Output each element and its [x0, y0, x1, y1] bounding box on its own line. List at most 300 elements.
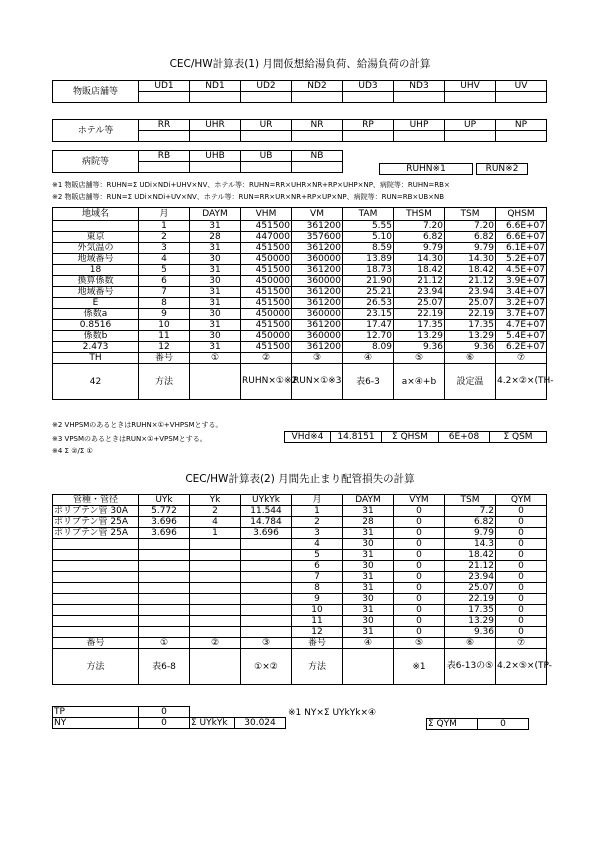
month-cell: 18.42 [445, 550, 496, 561]
num-cell: ④ [343, 353, 394, 364]
method-cell: 設定温 [445, 364, 496, 400]
data-cell: 14.30 [394, 254, 445, 265]
month-cell: 0 [496, 594, 547, 605]
data-cell: 11 [139, 331, 190, 342]
table-row [53, 331, 547, 342]
month-cell: 7.2 [445, 506, 496, 517]
month-cell: 7 [292, 572, 343, 583]
data-cell: 360000 [292, 276, 343, 287]
region-cell: 係数b [53, 331, 139, 342]
table-row [53, 287, 547, 298]
data-cell: 25.07 [445, 298, 496, 309]
data-cell: 6.2E+07 [496, 342, 547, 353]
month-cell: 0 [394, 572, 445, 583]
table-row [53, 276, 547, 287]
load-table [52, 207, 554, 400]
month-cell: 0 [394, 517, 445, 528]
data-cell: 361200 [292, 243, 343, 254]
table-row [53, 616, 547, 627]
data-cell: 450000 [241, 331, 292, 342]
table-row [53, 528, 547, 539]
month-cell: 0 [394, 506, 445, 517]
hospital-table [52, 150, 343, 173]
pipe-cell: 11.544 [241, 506, 292, 517]
data-cell: 3.4E+07 [496, 287, 547, 298]
ny-label: NY [53, 718, 139, 729]
data-cell: 9.36 [394, 342, 445, 353]
hotel-col: UR [241, 120, 292, 131]
data-cell: 6.6E+07 [496, 221, 547, 232]
data-cell: 5 [139, 265, 190, 276]
hotel-col: NR [292, 120, 343, 131]
month-cell: 8 [292, 583, 343, 594]
data-cell: 360000 [292, 254, 343, 265]
data-cell: 6 [139, 276, 190, 287]
month-cell: 10 [292, 605, 343, 616]
month-cell: 0 [496, 517, 547, 528]
data-cell: 18.42 [445, 265, 496, 276]
data-cell: 360000 [292, 309, 343, 320]
data-cell: 450000 [241, 309, 292, 320]
note-2: ※2 物販店舗等：RUN=Σ UDi×NDi+UV×NV、ホテル等：RUN=RR×UR×NR+RP×UP×NP、病院等：RUN=RB×UB×NB [52, 193, 445, 201]
table-row [53, 243, 547, 254]
store-col: UHV [445, 81, 496, 92]
col-header: VM [292, 208, 343, 221]
data-cell: 5.4E+07 [496, 331, 547, 342]
qhsm-sum-label: Σ QHSM [382, 432, 439, 443]
col-header: 月 [139, 208, 190, 221]
region-cell: 2.473 [53, 342, 139, 353]
month-cell: 0 [496, 583, 547, 594]
hotel-col: RP [343, 120, 394, 131]
data-cell: 13.89 [343, 254, 394, 265]
month-cell: 1 [292, 506, 343, 517]
month-cell: 31 [343, 605, 394, 616]
region-cell: 係数a [53, 309, 139, 320]
hotel-table [52, 119, 547, 142]
data-cell: 361200 [292, 320, 343, 331]
method-cell: RUN×①※3 [292, 364, 343, 400]
data-cell: 9 [139, 309, 190, 320]
data-cell: 6.6E+07 [496, 232, 547, 243]
hotel-col: UHP [394, 120, 445, 131]
month-cell: 31 [343, 583, 394, 594]
method-cell: 表6-3 [343, 364, 394, 400]
data-cell: 12 [139, 342, 190, 353]
col-header: QHSM [496, 208, 547, 221]
hospital-label: 病院等 [53, 151, 139, 173]
month-cell: 3 [292, 528, 343, 539]
data-cell: 3.2E+07 [496, 298, 547, 309]
ny-value: 0 [139, 718, 190, 729]
month-cell: 13.29 [445, 616, 496, 627]
month-cell: 0 [394, 550, 445, 561]
data-cell: 14.30 [445, 254, 496, 265]
pipe-cell: 4 [190, 517, 241, 528]
num-cell: ③ [292, 353, 343, 364]
store-label: 物販店舗等 [53, 81, 139, 103]
month-cell: 0 [496, 561, 547, 572]
col-header: QYM [496, 495, 547, 506]
table-row [53, 550, 547, 561]
data-cell: 23.94 [394, 287, 445, 298]
data-cell: 13.29 [394, 331, 445, 342]
data-cell: 30 [190, 254, 241, 265]
data-cell: 21.12 [394, 276, 445, 287]
data-cell: 31 [190, 243, 241, 254]
pipe-cell: 5.772 [139, 506, 190, 517]
run-label: RUN※2 [476, 163, 528, 175]
pipe-cell: ポリブテン管 25A [53, 528, 139, 539]
num-cell: ① [190, 353, 241, 364]
vhd-value: 14.8151 [331, 432, 382, 443]
vhd-label: VHd※4 [285, 432, 331, 443]
data-cell: 13.29 [445, 331, 496, 342]
data-cell: 451500 [241, 320, 292, 331]
table-row [53, 506, 547, 517]
month-cell: 0 [394, 616, 445, 627]
tp-label: TP [53, 707, 139, 718]
pipe-loss-table [52, 494, 552, 685]
month-cell: 0 [496, 550, 547, 561]
method-cell: 表6-13の⑤ [445, 649, 496, 685]
month-cell: 31 [343, 550, 394, 561]
data-cell: 357600 [292, 232, 343, 243]
col-header: UYkYk [241, 495, 292, 506]
data-cell: 22.19 [394, 309, 445, 320]
th-value: 42 [53, 364, 139, 400]
method-cell: RUHN×①※2 [241, 364, 292, 400]
data-cell: 5.2E+07 [496, 254, 547, 265]
data-cell: 31 [190, 265, 241, 276]
qhsm-sum-value: 6E+08 [439, 432, 490, 443]
month-cell: 0 [496, 572, 547, 583]
hotel-col: UP [445, 120, 496, 131]
region-cell: 東京 [53, 232, 139, 243]
data-cell: 22.19 [445, 309, 496, 320]
month-cell: 0 [496, 616, 547, 627]
month-cell: 17.35 [445, 605, 496, 616]
method-cell: 方法 [53, 649, 139, 685]
num-cell: ③ [241, 638, 292, 649]
month-cell: 0 [496, 627, 547, 638]
data-cell: 31 [190, 298, 241, 309]
data-cell: 12.70 [343, 331, 394, 342]
month-cell: 0 [496, 506, 547, 517]
col-header: DAYM [343, 495, 394, 506]
pipe-cell: ポリブテン管 25A [53, 517, 139, 528]
num-cell: ① [139, 638, 190, 649]
month-cell: 30 [343, 561, 394, 572]
month-cell: 12 [292, 627, 343, 638]
data-cell: 9.79 [445, 243, 496, 254]
col-header: DAYM [190, 208, 241, 221]
data-cell: 9.36 [445, 342, 496, 353]
pipe-cell: 3.696 [139, 517, 190, 528]
data-cell: 361200 [292, 298, 343, 309]
store-table [52, 80, 547, 103]
data-cell: 360000 [292, 331, 343, 342]
data-cell: 361200 [292, 287, 343, 298]
month-cell: 31 [343, 572, 394, 583]
pipe-cell: 2 [190, 506, 241, 517]
data-cell: 31 [190, 221, 241, 232]
data-cell: 4.5E+07 [496, 265, 547, 276]
num-cell: ② [190, 638, 241, 649]
col-header: VYM [394, 495, 445, 506]
num-cell: 番号 [292, 638, 343, 649]
region-cell: 地域番号 [53, 287, 139, 298]
region-cell: 地域番号 [53, 254, 139, 265]
table-row [53, 254, 547, 265]
table-row [53, 561, 547, 572]
month-cell: 25.07 [445, 583, 496, 594]
num-cell: ⑥ [445, 638, 496, 649]
hospital-col: UB [241, 151, 292, 162]
method-label: 方法 [139, 364, 190, 400]
month-cell: 31 [343, 627, 394, 638]
col-header: TSM [445, 495, 496, 506]
num-cell: ④ [343, 638, 394, 649]
num-cell: ⑤ [394, 353, 445, 364]
data-cell: 8 [139, 298, 190, 309]
table-row [53, 298, 547, 309]
data-cell: 6.82 [445, 232, 496, 243]
data-cell: 8.09 [343, 342, 394, 353]
month-cell: 30 [343, 539, 394, 550]
month-cell: 31 [343, 528, 394, 539]
table-row [53, 221, 547, 232]
hotel-label: ホテル等 [53, 120, 139, 142]
month-cell: 23.94 [445, 572, 496, 583]
col-header: TAM [343, 208, 394, 221]
data-cell: 21.90 [343, 276, 394, 287]
data-cell: 18.73 [343, 265, 394, 276]
qym-sum-label: Σ QYM [427, 719, 478, 730]
data-cell: 5.10 [343, 232, 394, 243]
store-col: UV [496, 81, 547, 92]
month-cell: 0 [394, 605, 445, 616]
store-col: UD1 [139, 81, 190, 92]
col-header: Yk [190, 495, 241, 506]
data-cell: 17.35 [394, 320, 445, 331]
table-row [53, 517, 547, 528]
table-row [53, 342, 547, 353]
hospital-col: RB [139, 151, 190, 162]
table-row [53, 605, 547, 616]
pipe-cell: 14.784 [241, 517, 292, 528]
month-cell: 22.19 [445, 594, 496, 605]
note-1: ※1 物販店舗等：RUHN=Σ UDi×NDi+UHV×NV、ホテル等：RUHN=RR×UHR×NR+RP×UHP×NP、病院等：RUHN=RB× [52, 181, 450, 189]
method-cell: 方法 [292, 649, 343, 685]
month-cell: 28 [343, 517, 394, 528]
table-row [53, 320, 547, 331]
data-cell: 4.7E+07 [496, 320, 547, 331]
data-cell: 17.35 [445, 320, 496, 331]
month-cell: 6 [292, 561, 343, 572]
hotel-col: UHR [190, 120, 241, 131]
month-cell: 0 [394, 583, 445, 594]
month-cell: 9.36 [445, 627, 496, 638]
data-cell: 451500 [241, 243, 292, 254]
store-col: UD2 [241, 81, 292, 92]
data-cell: 451500 [241, 287, 292, 298]
hospital-col: NB [292, 151, 343, 162]
pipe-cell: 3.696 [139, 528, 190, 539]
pipe-cell: 3.696 [241, 528, 292, 539]
month-cell: 31 [343, 506, 394, 517]
title-table2: CEC/HW計算表(2) 月間先止まり配管損失の計算 [185, 473, 415, 485]
hotel-col: NP [496, 120, 547, 131]
region-cell [53, 221, 139, 232]
data-cell: 7 [139, 287, 190, 298]
num-cell: ② [241, 353, 292, 364]
data-cell: 4 [139, 254, 190, 265]
pipe-cell: ポリブテン管 30A [53, 506, 139, 517]
hotel-col: RR [139, 120, 190, 131]
month-cell: 0 [496, 539, 547, 550]
data-cell: 30 [190, 331, 241, 342]
num-cell: ⑤ [394, 638, 445, 649]
month-cell: 0 [394, 539, 445, 550]
table-row [53, 309, 547, 320]
num-cell: ⑦ [496, 638, 547, 649]
month-cell: 14.3 [445, 539, 496, 550]
hospital-col: UHB [190, 151, 241, 162]
title-table1: CEC/HW計算表(1) 月間仮想給湯負荷、給湯負荷の計算 [169, 58, 431, 70]
num-cell: ⑥ [445, 353, 496, 364]
data-cell: 31 [190, 342, 241, 353]
region-cell: 0.8516 [53, 320, 139, 331]
month-cell: 0 [496, 528, 547, 539]
data-cell: 17.47 [343, 320, 394, 331]
note-3: ※2 VHPSMのあるときはRUHN×①+VHPSMとする。 [52, 421, 223, 429]
runh-label: RUHN※1 [379, 163, 473, 175]
pipe-cell: 1 [190, 528, 241, 539]
data-cell: 10 [139, 320, 190, 331]
region-cell: 外気温の [53, 243, 139, 254]
data-cell: 361200 [292, 265, 343, 276]
month-cell: 4 [292, 539, 343, 550]
month-cell: 0 [394, 528, 445, 539]
data-cell: 6.82 [394, 232, 445, 243]
note-5: ※4 Σ ②/Σ ① [52, 447, 93, 455]
tp-value: 0 [139, 707, 190, 718]
month-cell: 11 [292, 616, 343, 627]
data-cell: 8.59 [343, 243, 394, 254]
table-row [53, 539, 547, 550]
method-cell: ①×② [241, 649, 292, 685]
month-cell: 9.79 [445, 528, 496, 539]
data-cell: 450000 [241, 276, 292, 287]
data-cell: 6.1E+07 [496, 243, 547, 254]
col-header: 地域名 [53, 208, 139, 221]
data-cell: 450000 [241, 254, 292, 265]
month-cell: 6.82 [445, 517, 496, 528]
data-cell: 3.9E+07 [496, 276, 547, 287]
store-col: UD3 [343, 81, 394, 92]
month-cell: 9 [292, 594, 343, 605]
method-cell: 4.2×②×(TH- [496, 364, 547, 400]
col-header: 月 [292, 495, 343, 506]
data-cell: 26.53 [343, 298, 394, 309]
month-cell: 2 [292, 517, 343, 528]
col-header: UYk [139, 495, 190, 506]
region-cell: 18 [53, 265, 139, 276]
data-cell: 23.15 [343, 309, 394, 320]
data-cell: 3 [139, 243, 190, 254]
month-cell: 21.12 [445, 561, 496, 572]
data-cell: 30 [190, 276, 241, 287]
num-cell: 番号 [139, 353, 190, 364]
store-col: ND1 [190, 81, 241, 92]
data-cell: 30 [190, 309, 241, 320]
qym-sum-table [426, 718, 529, 730]
data-cell: 21.12 [445, 276, 496, 287]
store-col: ND2 [292, 81, 343, 92]
tp-ny-table [52, 706, 286, 729]
region-cell: 換算係数 [53, 276, 139, 287]
note-ny: ※1 NY×Σ UYkYk×④ [288, 708, 377, 718]
month-cell: 30 [343, 594, 394, 605]
month-cell: 0 [496, 605, 547, 616]
store-col: ND3 [394, 81, 445, 92]
data-cell: 451500 [241, 265, 292, 276]
month-cell: 30 [343, 616, 394, 627]
month-cell: 5 [292, 550, 343, 561]
data-cell: 9.79 [394, 243, 445, 254]
col-header: TSM [445, 208, 496, 221]
month-cell: 0 [394, 561, 445, 572]
data-cell: 2 [139, 232, 190, 243]
data-cell: 451500 [241, 221, 292, 232]
data-cell: 5.55 [343, 221, 394, 232]
method-cell: 表6-8 [139, 649, 190, 685]
data-cell: 25.07 [394, 298, 445, 309]
month-cell: 0 [394, 594, 445, 605]
sum-table [284, 431, 547, 443]
month-cell: 0 [394, 627, 445, 638]
th-label: TH [53, 353, 139, 364]
note-4: ※3 VPSMのあるときはRUN×①+VPSMとする。 [52, 435, 207, 443]
col-header: VHM [241, 208, 292, 221]
data-cell: 31 [190, 287, 241, 298]
data-cell: 447000 [241, 232, 292, 243]
table-row [53, 627, 547, 638]
data-cell: 1 [139, 221, 190, 232]
data-cell: 361200 [292, 342, 343, 353]
data-cell: 3.7E+07 [496, 309, 547, 320]
qsm-sum-label: Σ QSM [490, 432, 547, 443]
data-cell: 31 [190, 320, 241, 331]
num-cell: ⑦ [496, 353, 547, 364]
col-header: 管種・管径 [53, 495, 139, 506]
table-row [53, 594, 547, 605]
method-cell: 4.2×⑤×(TP- [496, 649, 547, 685]
data-cell: 451500 [241, 342, 292, 353]
table-row [53, 583, 547, 594]
data-cell: 25.21 [343, 287, 394, 298]
method-cell: a×④+b [394, 364, 445, 400]
region-cell: E [53, 298, 139, 309]
table-row [53, 572, 547, 583]
data-cell: 23.94 [445, 287, 496, 298]
qym-sum-value: 0 [478, 719, 529, 730]
data-cell: 7.20 [394, 221, 445, 232]
uykyk-sum-value: 30.024 [235, 718, 286, 729]
table-row [53, 265, 547, 276]
data-cell: 361200 [292, 221, 343, 232]
